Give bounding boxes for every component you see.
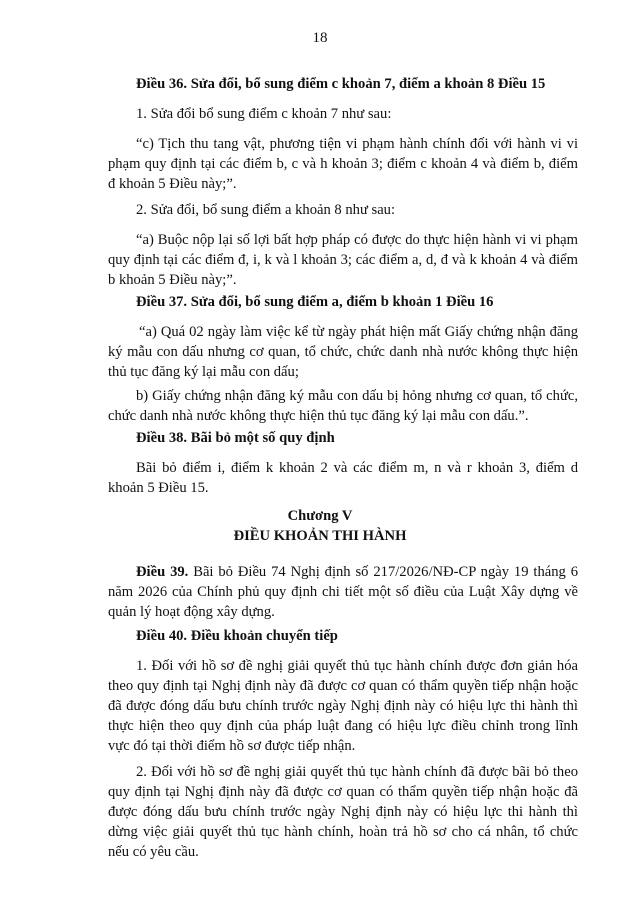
article-37-point-b-line-1: b) Giấy chứng nhận đăng ký mẫu con dấu bị hỏng nhưng cơ quan, tổ chức,	[136, 388, 578, 404]
chapter-label: Chương V	[287, 508, 353, 524]
article-39-line-2: năm 2026 của Chính phủ quy định chi tiết một số điều của Luật Xây dựng về	[108, 584, 578, 600]
article-39-line-1-text: Bãi bỏ Điều 74 Nghị định số 217/2026/NĐ-CP ngày 19 tháng 6	[188, 564, 579, 580]
article-40-clause-1-line-4: thực hiện theo quy định của pháp luật đang có hiệu lực điều chỉnh trong lĩnh	[108, 718, 578, 734]
page-number: 18	[312, 30, 328, 46]
article-40-clause-1-line-2: theo quy định tại Nghị định này đã được cơ quan có thẩm quyền tiếp nhận hoặc	[108, 678, 578, 694]
article-40-clause-2-line-4: dừng việc giải quyết thủ tục hành chính, hoàn trả hồ sơ cho cá nhân, tổ chức	[108, 824, 578, 840]
article-40-clause-1-line-3: đã được đóng dấu bưu chính trước ngày Nghị định này có hiệu lực thi hành thì	[108, 698, 578, 714]
article-36-clause-2: 2. Sửa đổi, bổ sung điểm a khoản 8 như sau:	[136, 202, 396, 218]
article-40-clause-2-line-2: quy định tại Nghị định này đã được cơ quan có thẩm quyền tiếp nhận hoặc đã	[108, 784, 578, 800]
article-36-clause-1: 1. Sửa đổi bổ sung điểm c khoản 7 như sau:	[136, 106, 392, 122]
article-38-body-line-2: khoản 5 Điều 15.	[108, 480, 209, 496]
article-37-point-b-line-2: chức danh nhà nước không thực hiện thủ tục đăng ký lại mẫu con dấu.”.	[108, 408, 529, 424]
article-40-clause-1-line-5: vực đó tại thời điểm hồ sơ được tiếp nhận.	[108, 738, 356, 754]
article-40-heading: Điều 40. Điều khoản chuyển tiếp	[136, 628, 338, 644]
article-36-quote-2-line-1: “a) Buộc nộp lại số lợi bất hợp pháp có được do thực hiện hành vi vi phạm	[136, 232, 578, 248]
article-36-quote-1-line-1: “c) Tịch thu tang vật, phương tiện vi phạm hành chính đối với hành vi vi	[136, 136, 578, 152]
article-36-quote-1-line-2: phạm quy định tại các điểm b, c và h khoản 3; điểm c khoản 4 và điểm b, điểm	[108, 156, 578, 172]
article-37-point-a-line-2: ký mẫu con dấu nhưng cơ quan, tổ chức, chức danh nhà nước không thực hiện	[108, 344, 578, 360]
article-39-lead: Điều 39.	[136, 564, 189, 580]
article-36-quote-1-line-3: đ khoản 5 Điều này;”.	[108, 176, 237, 192]
article-36-quote-2-line-3: b khoản 5 Điều này;”.	[108, 272, 237, 288]
article-40-clause-2-line-1: 2. Đối với hồ sơ đề nghị giải quyết thủ tục hành chính đã được bãi bỏ theo	[136, 764, 578, 780]
article-36-quote-2-line-2: quy định tại các điểm đ, i, k và l khoản 3; các điểm a, d, đ và k khoản 4 và điểm	[108, 252, 578, 268]
article-40-clause-2-line-3: được đóng dấu bưu chính trước ngày Nghị định này có hiệu lực thi hành thì	[108, 804, 578, 820]
article-39-line-3: quản lý hoạt động xây dựng.	[108, 604, 275, 620]
article-37-heading: Điều 37. Sửa đổi, bổ sung điểm a, điểm b khoản 1 Điều 16	[136, 294, 494, 310]
article-38-heading: Điều 38. Bãi bỏ một số quy định	[136, 430, 335, 446]
article-40-clause-2-line-5: nếu có yêu cầu.	[108, 844, 199, 860]
article-37-point-a-line-3: thủ tục đăng ký lại mẫu con dấu;	[108, 364, 299, 380]
article-36-heading: Điều 36. Sửa đổi, bổ sung điểm c khoản 7, điểm a khoản 8 Điều 15	[136, 76, 546, 92]
article-38-body-line-1: Bãi bỏ điểm i, điểm k khoản 2 và các điểm m, n và r khoản 3, điểm d	[136, 460, 578, 476]
article-37-point-a-line-1: “a) Quá 02 ngày làm việc kể từ ngày phát hiện mất Giấy chứng nhận đăng	[139, 324, 578, 340]
article-40-clause-1-line-1: 1. Đối với hồ sơ đề nghị giải quyết thủ tục hành chính được đơn giản hóa	[136, 658, 578, 674]
chapter-title: ĐIỀU KHOẢN THI HÀNH	[233, 528, 407, 544]
article-39-line-1	[136, 562, 578, 582]
